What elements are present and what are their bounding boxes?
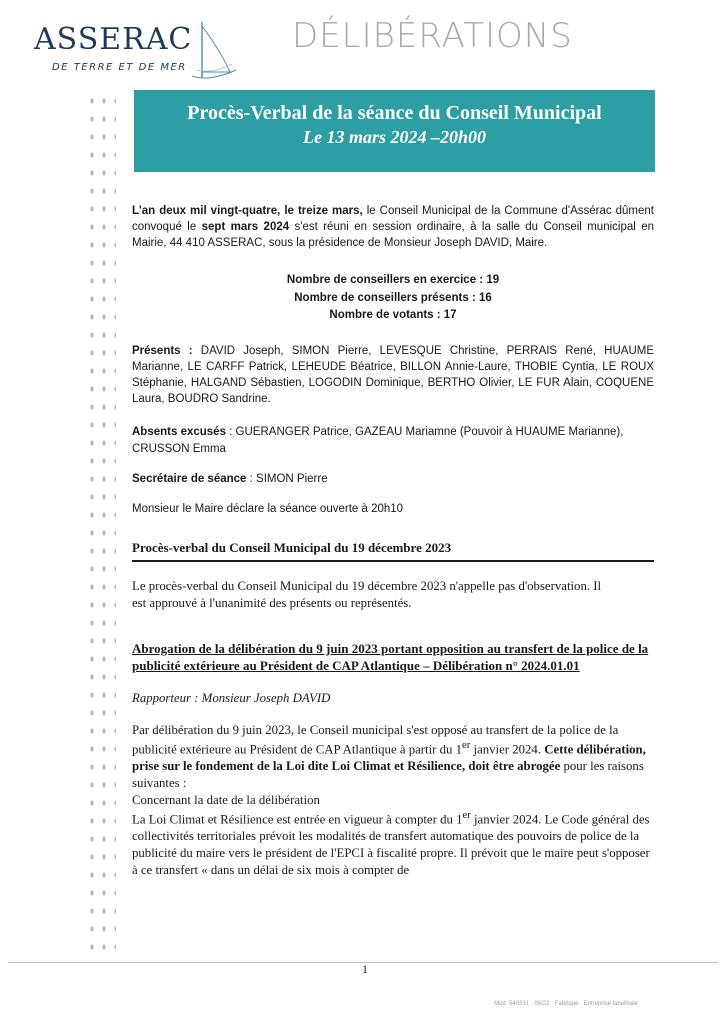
intro-text-1: le Conseil Municipal de la Commune d'Assérac dûment convoqué le [132, 205, 654, 234]
p1-bold: Cette délibération, prise sur le fondement de la Loi dite Loi Climat et Résilience, doit être abrogée [132, 741, 646, 773]
p2-text-b: janvier 2024. Le Code général des collectivités territoriales prévoit les modalités de transfert automatique des pouvoirs de police de la publicité du maire vers le président de l'EPCI à fiscalité propre. Il prévoit que le maire peut s'opposer à ce transfert « dans un délai de six mois à compter de [132, 812, 650, 878]
concernant-heading: Concernant la date de la délibération [132, 793, 320, 807]
p1-text-b: janvier 2024. [470, 741, 545, 756]
p1-text-c: pour les raisons suivantes : [132, 758, 644, 790]
presents-names: DAVID Joseph, SIMON Pierre, LEVESQUE Christine, PERRAIS René, HUAUME Marianne, LE CARFF Patrick, LEHEUDE Béatrice, BILLON Annie-Laure, THOBIE Cyntia, LE ROUX Stéphanie, HALGAND Sébastien, LOGODIN Dominique, BERTHO Olivier, LE FUR Alain, COQUENE Laura, BOUDRO Sandrine. [132, 345, 654, 406]
presents-paragraph [132, 343, 654, 407]
title-banner [134, 90, 655, 172]
secretaire-name: : SIMON Pierre [246, 472, 328, 485]
count-votants: Nombre de votants : 17 [329, 308, 457, 321]
sailboat-icon [190, 20, 238, 82]
page-number: 1 [362, 962, 368, 976]
p2-sup: er [462, 810, 471, 822]
section-title: DÉLIBÉRATIONS [292, 16, 573, 56]
council-counts [132, 272, 654, 324]
p1-sup: er [462, 739, 471, 751]
absents-names: : GUERANGER Patrice, GAZEAU Mariamne (Pouvoir à HUAUME Marianne), CRUSSON Emma [132, 426, 624, 455]
logo-tagline: DE TERRE ET DE MER [52, 62, 187, 73]
presents-label: Présents : [132, 345, 193, 358]
side-dots-decoration [86, 92, 116, 962]
intro-text-2: s'est réuni en session ordinaire, à la salle du Conseil municipal en Mairie, 44 410 ASSERAC, sous la présidence de Monsieur Joseph DAVID, Maire. [132, 221, 654, 250]
secretaire-paragraph [132, 471, 654, 487]
footer-imprint: Mod. 540331 · 06/22 · Fabrique · Entreprise labellisée [494, 1001, 638, 1007]
intro-paragraph [132, 203, 654, 251]
absents-label: Absents excusés [132, 426, 226, 439]
absents-paragraph [132, 424, 654, 456]
document-body [132, 203, 654, 879]
section2-paragraph-1 [132, 722, 654, 792]
p2-text-a: La Loi Climat et Résilience est entrée en vigueur à compter du 1 [132, 812, 463, 827]
secretaire-label: Secrétaire de séance [132, 472, 247, 485]
logo [30, 20, 230, 90]
section2-paragraph-2 [132, 809, 654, 879]
section2-heading: Abrogation de la délibération du 9 juin 2023 portant opposition au transfert de la police de la publicité extérieure au Président de CAP Atlantique – Délibération n° 2024.01.01 [132, 641, 649, 674]
count-presents: Nombre de conseillers présents : 16 [294, 291, 492, 304]
rapporteur: Rapporteur : Monsieur Joseph DAVID [132, 690, 331, 705]
section1-body: Le procès-verbal du Conseil Municipal du 19 décembre 2023 n'appelle pas d'observation. Il est approuvé à l'unanimité des présents ou représentés. [132, 579, 602, 611]
count-exercice: Nombre de conseillers en exercice : 19 [286, 274, 500, 287]
intro-bold-convocation: sept mars 2024 [201, 221, 290, 234]
ouverture-paragraph: Monsieur le Maire déclare la séance ouverte à 20h10 [132, 502, 404, 515]
banner-title: Procès-Verbal de la séance du Conseil Municipal [187, 102, 602, 124]
banner-date: Le 13 mars 2024 –20h00 [302, 127, 486, 147]
p1-text-a: Par délibération du 9 juin 2023, le Conseil municipal s'est opposé au transfert de la police de la publicité extérieure au Président de CAP Atlantique à partir du 1 [132, 722, 619, 756]
intro-bold-date: L'an deux mil vingt-quatre, le treize mars, [132, 205, 363, 217]
logo-word: ASSERAC [34, 22, 193, 57]
section1-heading: Procès-verbal du Conseil Municipal du 19 décembre 2023 [132, 539, 654, 562]
